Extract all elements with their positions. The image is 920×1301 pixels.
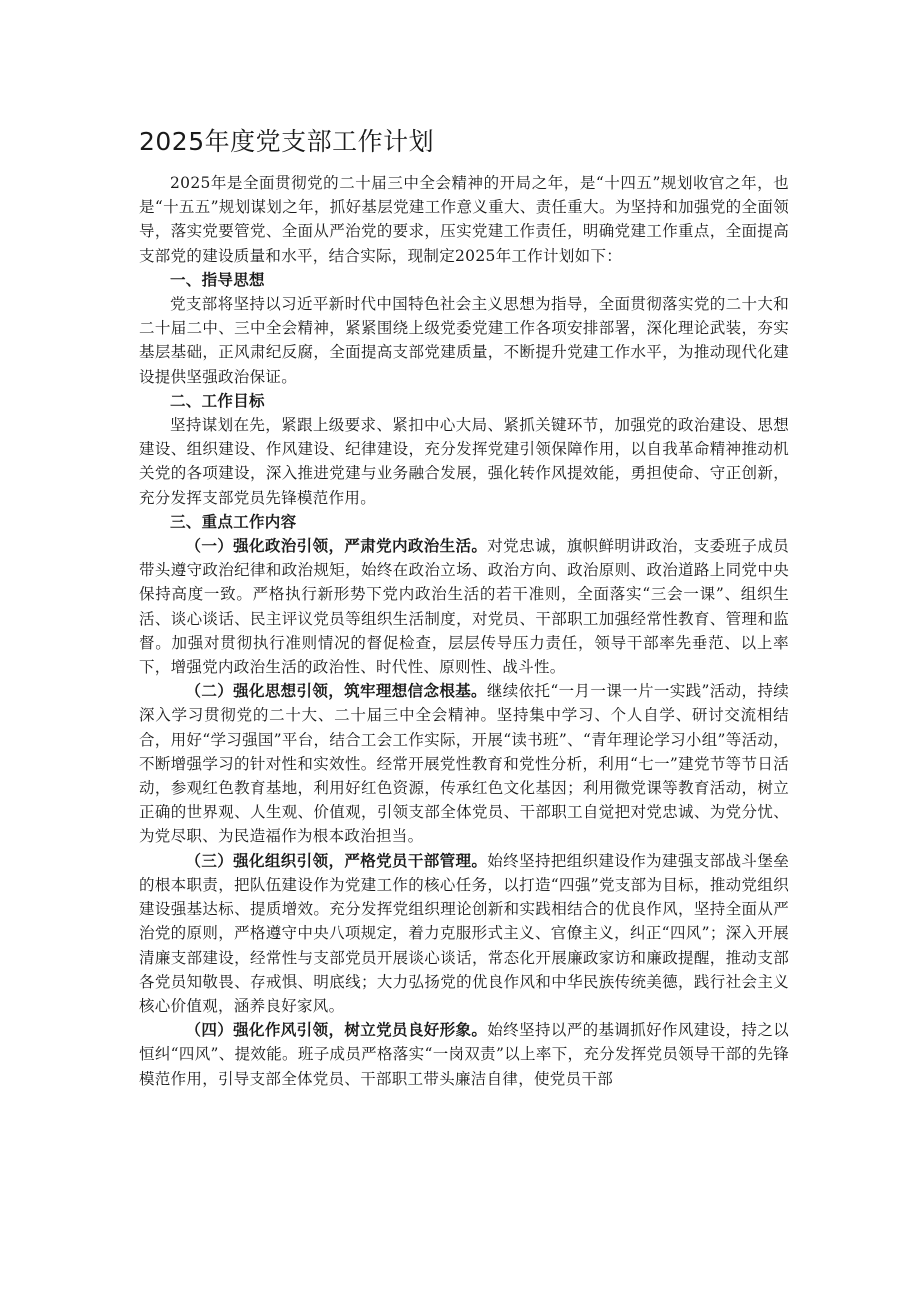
key-work-item-organizational (139, 849, 789, 1018)
section-heading-key-work: 三、重点工作内容 (170, 511, 297, 531)
item-body: 对党忠诚，旗帜鲜明讲政治，支委班子成员带头遵守政治纪律和政治规矩，始终在政治立场、政治方向、政治原则、政治道路上同党中央保持高度一致。严格执行新形势下党内政治生活的若干准则，全面落实“三会一课”、组织生活、谈心谈话、民主评议党员等组织生活制度，对党员、干部职工加强经常性教育、管理和监督。加强对贯彻执行准则情况的督促检查，层层传导压力责任，领导干部率先垂范、以上率下，增强党内政治生活的政治性、时代性、原则性、战斗性。 (139, 537, 790, 677)
item-lead: （四）强化作风引领，树立党员良好形象。 (185, 1020, 488, 1040)
key-work-item-ideological (139, 679, 789, 848)
item-lead: （一）强化政治引领，严肃党内政治生活。 (185, 536, 488, 556)
document-page (139, 125, 789, 1091)
section-body-work-goals: 坚持谋划在先，紧跟上级要求、紧扣中心大局、紧抓关键环节，加强党的政治建设、思想建设、组织建设、作风建设、纪律建设，充分发挥党建引领保障作用，以自我革命精神推动机关党的各项建设，深入推进党建与业务融合发展，强化转作风提效能，勇担使命、守正创新，充分发挥支部党员先锋模范作用。 (139, 416, 789, 507)
section-body-guiding-ideology: 党支部将坚持以习近平新时代中国特色社会主义思想为指导，全面贯彻落实党的二十大和二十届二中、三中全会精神，紧紧围绕上级党委党建工作各项安排部署，深化理论武装，夯实基层基础，正风肃纪反腐，全面提高支部党建质量，不断提升党建工作水平，为推动现代化建设提供坚强政治保证。 (139, 295, 789, 386)
item-lead: （三）强化组织引领，严格党员干部管理。 (185, 850, 488, 870)
item-body: 始终坚持以严的基调抓好作风建设，持之以恒纠“四风”、提效能。班子成员严格落实“一岗双责”以上率下，充分发挥党员领导干部的先锋模范作用，引导支部全体党员、干部职工带头廉洁自律，使党员干部 (139, 1021, 790, 1088)
key-work-item-conduct (139, 1018, 789, 1091)
item-body: 继续依托“一月一课一片一实践”活动，持续深入学习贯彻党的二十大、二十届三中全会精神。坚持集中学习、个人自学、研讨交流相结合，用好“学习强国”平台，结合工会工作实际，开展“读书班”、“青年理论学习小组”等活动，不断增强学习的针对性和实效性。经常开展党性教育和党性分析，利用“七一”建党节等节日活动，参观红色教育基地，利用好红色资源，传承红色文化基因；利用微党课等教育活动，树立正确的世界观、人生观、价值观，引领支部全体党员、干部职工自觉把对党忠诚、为党分忧、为党尽职、为民造福作为根本政治担当。 (139, 682, 789, 846)
key-work-item-political (139, 534, 789, 679)
document-title: 2025年度党支部工作计划 (139, 127, 435, 156)
section-heading-work-goals: 二、工作目标 (170, 390, 265, 410)
item-lead: （二）强化思想引领，筑牢理想信念根基。 (185, 681, 487, 701)
item-body: 始终坚持把组织建设作为建强支部战斗堡垒的根本职责，把队伍建设作为党建工作的核心任务，以打造“四强”党支部为目标，推动党组织建设强基达标、提质增效。充分发挥党组织理论创新和实践相结合的优良作风，坚持全面从严治党的原则，严格遵守中央八项规定，着力克服形式主义、官僚主义，纠正“四风”；深入开展清廉支部建设，经常性与支部党员开展谈心谈话，常态化开展廉政家访和廉政提醒，推动支部各党员知敬畏、存戒惧、明底线；大力弘扬党的优良作风和中华民族传统美德，践行社会主义核心价值观，涵养良好家风。 (139, 851, 790, 1015)
intro-paragraph: 2025年是全面贯彻党的二十届三中全会精神的开局之年，是“十四五”规划收官之年，也是“十五五”规划谋划之年，抓好基层党建工作意义重大、责任重大。为坚持和加强党的全面领导，落实党要管党、全面从严治党的要求，压实党建工作责任，明确党建工作重点，全面提高支部党的建设质量和水平，结合实际，现制定2025年工作计划如下： (139, 174, 789, 265)
section-heading-guiding-ideology: 一、指导思想 (170, 269, 265, 289)
